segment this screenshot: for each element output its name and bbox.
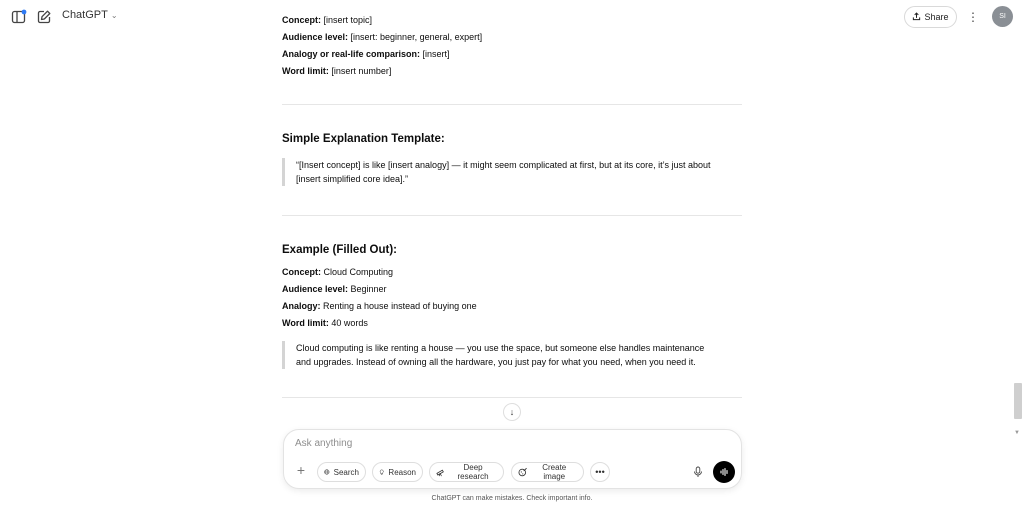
example-audience-level: Audience level: Beginner [282,284,387,294]
field-analogy: Analogy or real-life comparison: [insert] [282,49,450,59]
search-tool-button[interactable] [317,462,366,482]
divider [282,215,742,216]
telescope-icon [436,467,445,477]
scroll-to-bottom-button[interactable] [503,403,521,421]
model-name: ChatGPT [62,9,108,21]
top-bar [0,0,1024,34]
disclaimer: ChatGPT can make mistakes. Check important info. [431,495,593,502]
globe-icon [324,467,330,477]
example-concept: Concept: Cloud Computing [282,267,394,277]
example-heading: Example (Filled Out): [282,244,398,256]
share-label: Share [924,12,949,22]
template-heading: Simple Explanation Template: [282,133,445,145]
new-chat-icon[interactable] [36,9,52,25]
share-icon [912,12,921,23]
sidebar-toggle-icon[interactable] [11,9,27,25]
share-button[interactable] [904,6,957,28]
more-tools-button[interactable]: ••• [590,462,610,482]
divider [282,397,742,398]
arrow-down-icon: ↓ [509,407,515,417]
template-quote: “[Insert concept] is like [insert analogy] — it might seem complicated at first, but at its core, it’s just about [insert simplified core idea].” [282,158,744,186]
image-brush-icon [518,467,527,477]
reason-tool-label: Reason [388,467,416,477]
reason-tool-button[interactable] [372,462,423,482]
field-audience-level: Audience level: [insert: beginner, general, expert] [282,32,483,42]
add-attachment-button[interactable]: + [296,462,306,478]
create-image-tool-label: Create image [542,463,567,481]
divider [282,104,742,105]
more-vertical-icon[interactable]: ⋮ [967,10,979,24]
voice-mode-button[interactable] [713,461,735,483]
model-switcher[interactable] [62,9,118,21]
prompt-input[interactable] [295,438,715,449]
deep-research-tool-label: Deep research [457,463,489,481]
scrollbar-thumb[interactable] [1014,383,1022,419]
chevron-down-icon: ⌄ [110,10,118,20]
example-word-limit: Word limit: 40 words [282,318,368,328]
create-image-tool-button[interactable] [511,462,584,482]
avatar[interactable]: SI [992,6,1013,27]
example-quote: Cloud computing is like renting a house — you use the space, but someone else handles maintenance and upgrades. Instead of owning all the hardware, you just pay for what you need, when you need it. [282,341,744,369]
lightbulb-icon [379,467,384,477]
microphone-icon[interactable] [689,462,707,482]
voice-waveform-icon [719,467,729,477]
example-analogy: Analogy: Renting a house instead of buying one [282,301,477,311]
scrollbar-arrow-down-icon[interactable]: ▼ [1014,430,1020,436]
composer [283,429,742,489]
field-word-limit: Word limit: [insert number] [282,66,392,76]
field-concept: Concept: [insert topic] [282,15,373,25]
deep-research-tool-button[interactable] [429,462,504,482]
search-tool-label: Search [333,467,359,477]
